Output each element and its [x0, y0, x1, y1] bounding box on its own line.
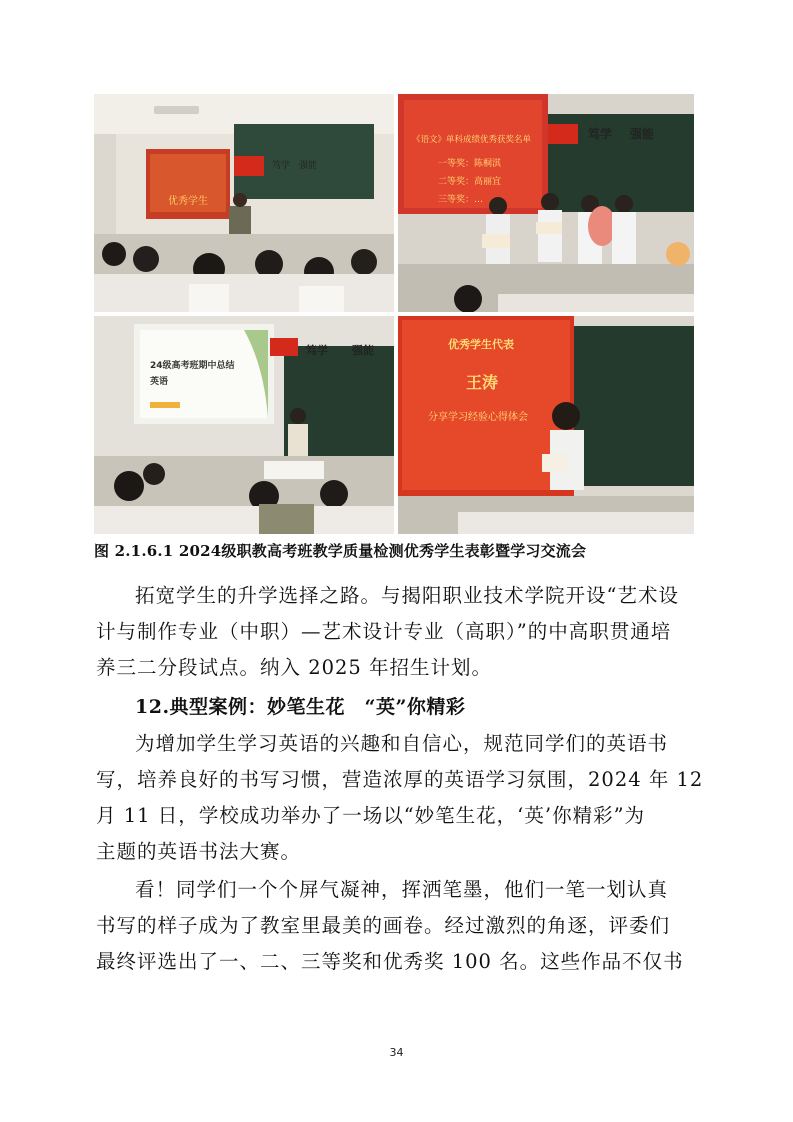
slide-name: 王涛: [466, 373, 499, 392]
section-heading: 12.典型案例：妙笔生花 “英”你精彩: [135, 696, 466, 718]
board-slogan-1: 笃学: [272, 161, 291, 171]
board-slogan-2: 强能: [352, 344, 374, 357]
board-slogan-2: 强能: [630, 127, 655, 141]
photo-student-speech: [398, 316, 694, 534]
slide-title: 24级高考班期中总结: [150, 361, 235, 371]
photo-award-ceremony: [94, 94, 394, 312]
slide-line-3: 三等奖：…: [438, 195, 484, 205]
board-slogan-1: 笃学: [588, 127, 613, 141]
paragraph-english-contest: [96, 726, 704, 870]
text-line: 计与制作专业（中职）—艺术设计专业（高职）”的中高职贯通培: [96, 620, 672, 643]
text-line: 主题的英语书法大赛。: [96, 840, 302, 863]
text-line: 写，培养良好的书写习惯，营造浓厚的英语学习氛围，2024 年 12: [96, 768, 704, 791]
photo-midterm-summary: [94, 316, 394, 534]
board-slogan-1: 笃学: [306, 344, 328, 357]
board-slogan-2: 强能: [299, 161, 318, 171]
text-line: 养三二分段试点。纳入 2025 年招生计划。: [96, 656, 493, 679]
text-line: 看！同学们一个个屏气凝神，挥洒笔墨，他们一笔一划认真: [135, 878, 669, 901]
slide-line-2: 二等奖：高丽宜: [438, 177, 502, 187]
paragraph-contest-results: [96, 872, 700, 980]
slide-subtitle: 分享学习经验心得体会: [428, 412, 528, 423]
text-line: 书写的样子成为了教室里最美的画卷。经过激烈的角逐，评委们: [96, 914, 671, 937]
text-line: 为增加学生学习英语的兴趣和自信心，规范同学们的英语书: [135, 732, 669, 755]
slide-line-1: 一等奖：陈桐淇: [438, 159, 502, 169]
paragraph-enrollment: [96, 578, 700, 686]
slide-title: 《语文》单科成绩优秀获奖名单: [412, 135, 532, 145]
text-line: 拓宽学生的升学选择之路。与揭阳职业技术学院开设“艺术设: [135, 584, 679, 607]
text-line: 最终评选出了一、二、三等奖和优秀奖 100 名。这些作品不仅书: [96, 950, 684, 973]
photo-award-winners: [398, 94, 694, 312]
text-line: 月 11 日，学校成功举办了一场以“妙笔生花，‘英’你精彩”为: [96, 804, 646, 827]
page-number: 34: [389, 1046, 404, 1059]
slide-text: 优秀学生: [168, 196, 208, 207]
slide-title: 优秀学生代表: [448, 338, 514, 351]
slide-subtitle: 英语: [150, 377, 169, 387]
figure-caption: 图 2.1.6.1 2024级职教高考班教学质量检测优秀学生表彰暨学习交流会: [94, 542, 587, 560]
